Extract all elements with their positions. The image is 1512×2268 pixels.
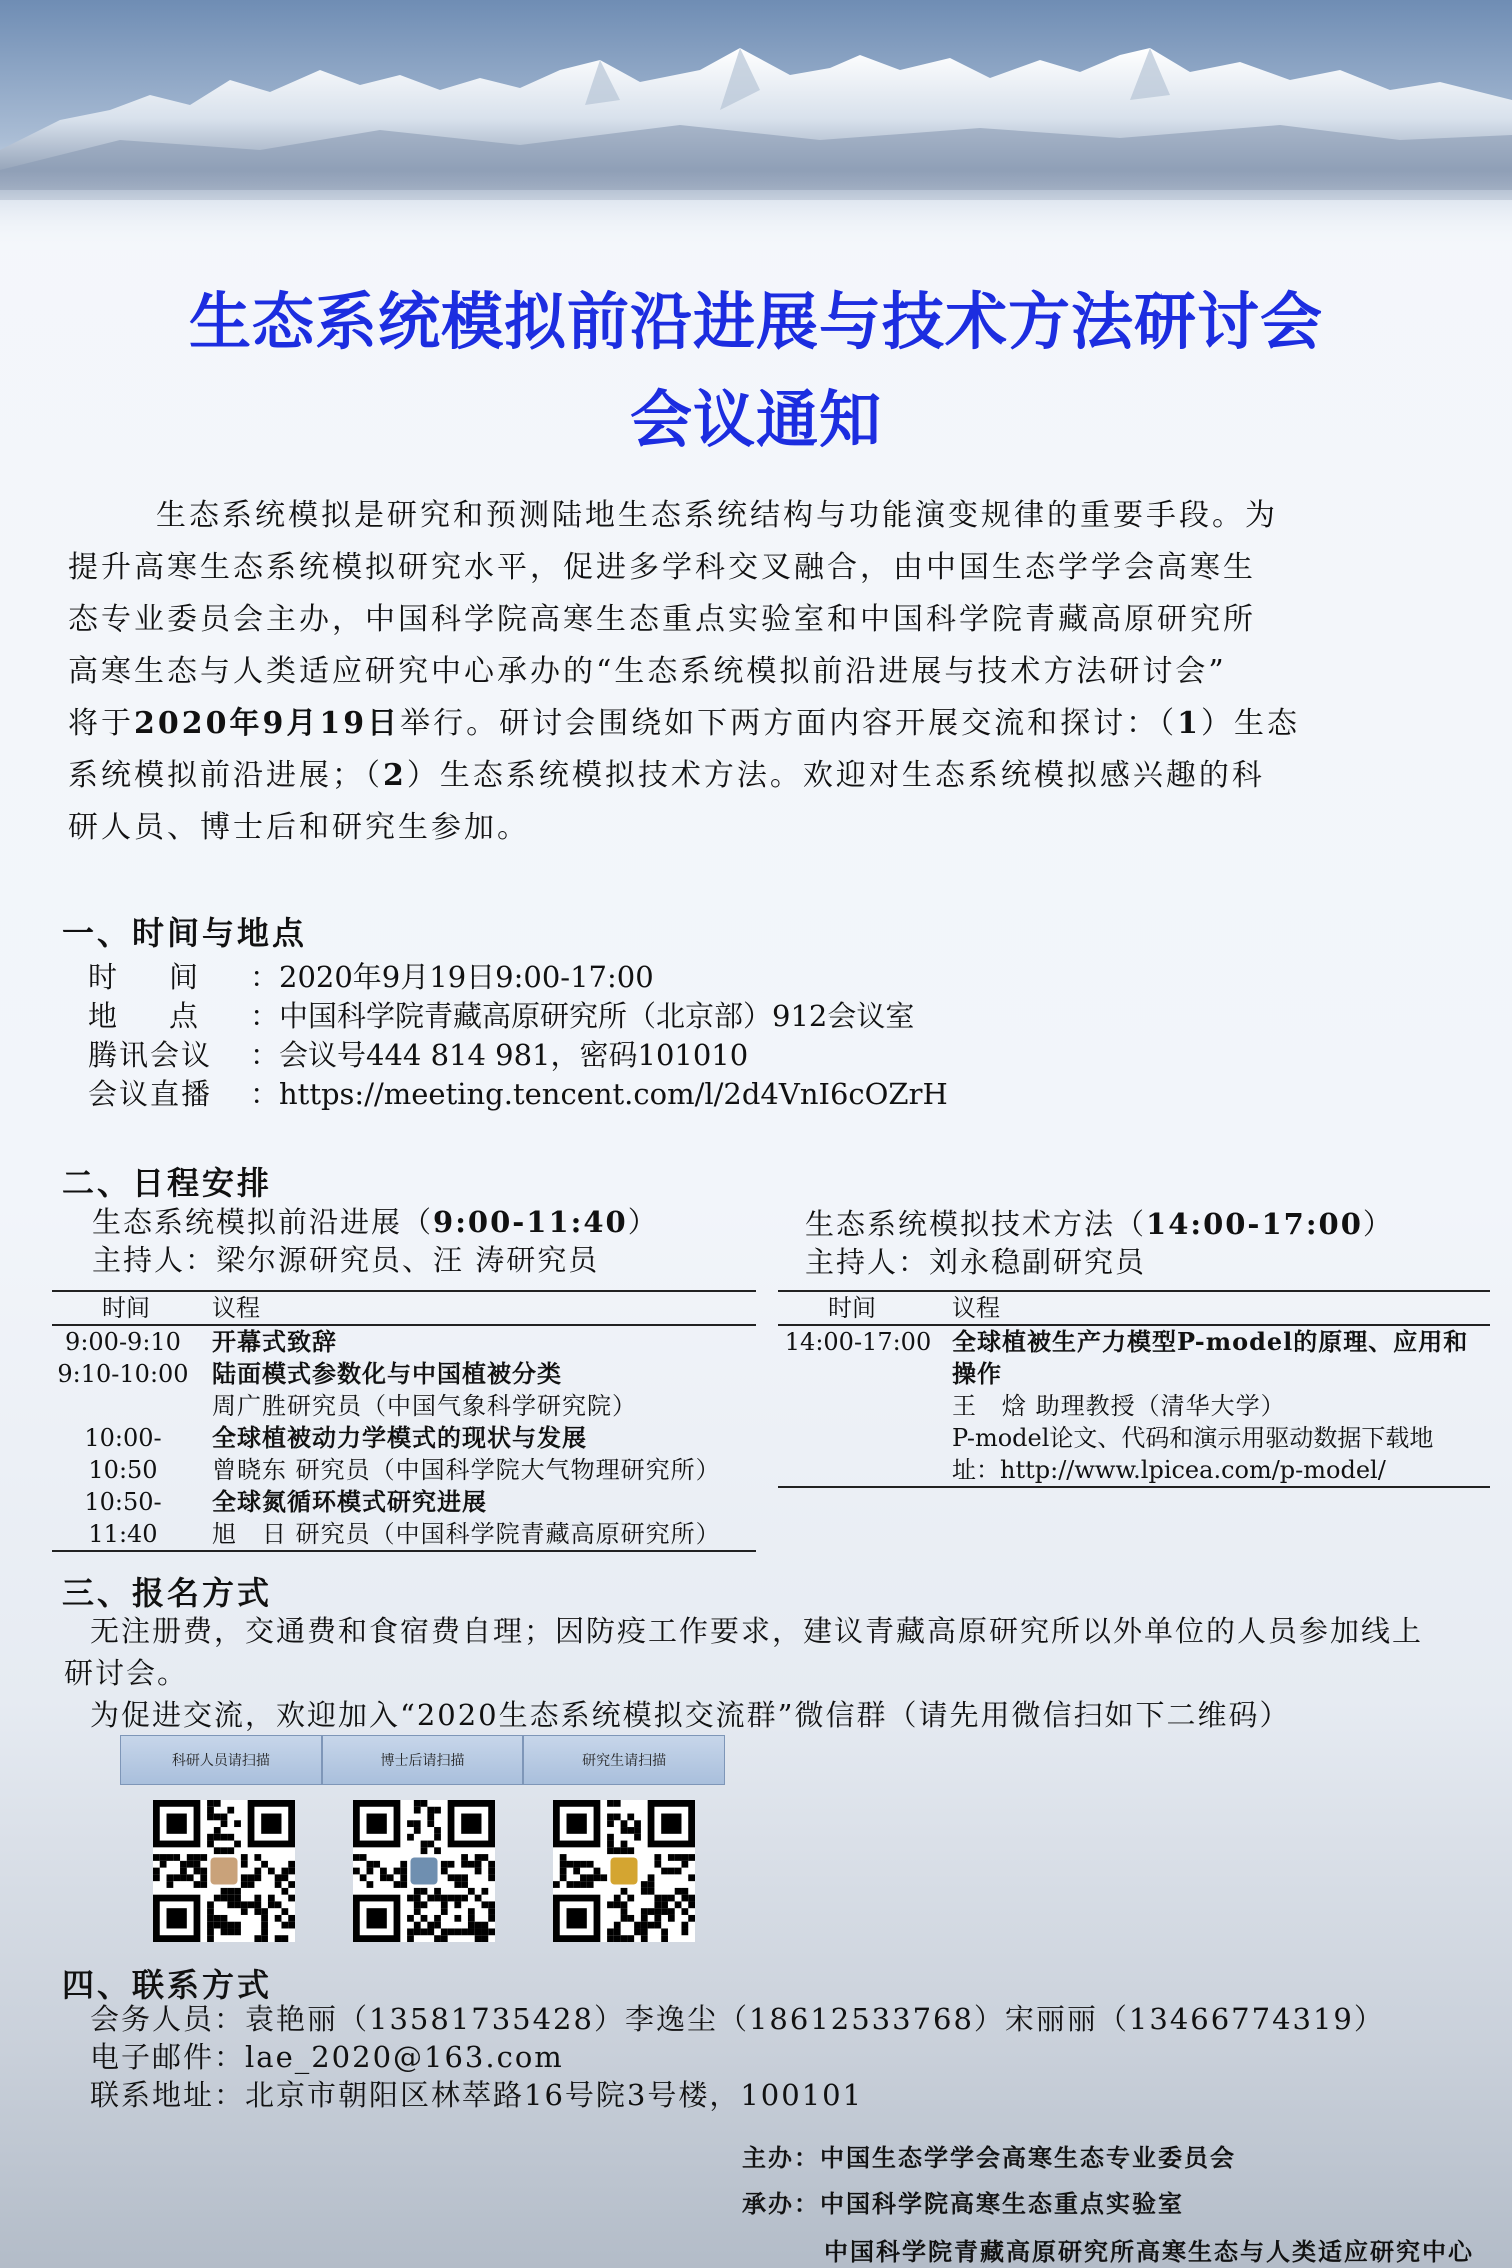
section-heading-schedule: 二、日程安排 (62, 1164, 273, 1202)
section-heading-time-place: 一、时间与地点 (62, 914, 308, 952)
document-subtitle: 会议通知 (629, 383, 882, 456)
table-row: 10:00-10:50 全球植被动力学模式的现状与发展 曾晓东 研究员（中国科学院大气物理研究所） (84, 1423, 721, 1484)
mountain-banner (0, 0, 1512, 250)
table-row: 14:00-17:00 全球植被生产力模型P-model的原理、应用和 操作 王 焓 助理教授（清华大学） P-model论文、代码和演示用驱动数据下载地 址：http://www.lpicea.com/p-model/ (778, 1326, 1490, 1488)
afternoon-schedule-table (778, 1290, 1490, 1488)
contact-address: 联系地址：北京市朝阳区林萃路16号院3号楼，100101 (90, 2078, 864, 2112)
morning-host: 主持人：梁尔源研究员、汪 涛研究员 (92, 1243, 600, 1277)
morning-session-header: 生态系统模拟前沿进展（9:00-11:40） 主持人：梁尔源研究员、汪 涛研究员 (92, 1205, 659, 1277)
host-organization: 主办：中国生态学学会高寒生态专业委员会 (742, 2143, 1236, 2172)
tencent-row: 腾讯会议 ：会议号444 814 981，密码101010 (88, 1038, 749, 1072)
intro-line: 将于2020年9月19日举行。研讨会围绕如下两方面内容开展交流和探讨：（1）生态 (68, 706, 1300, 741)
afternoon-host: 主持人：刘永稳副研究员 (805, 1245, 1147, 1279)
qr-label-researchers: 科研人员请扫描 (120, 1735, 322, 1785)
table-row: 9:00-9:10 开幕式致辞 (65, 1327, 337, 1356)
live-row: 会议直播 ：https://meeting.tencent.com/l/2d4VnI6cOZrH (88, 1077, 948, 1111)
qr-label-students: 研究生请扫描 (523, 1735, 725, 1785)
intro-line: 高寒生态与人类适应研究中心承办的“生态系统模拟前沿进展与技术方法研讨会” (68, 654, 1227, 689)
contact-text (90, 2000, 1490, 2114)
afternoon-session-header: 生态系统模拟技术方法（14:00-17:00） 主持人：刘永稳副研究员 (805, 1207, 1394, 1279)
intro-line: 系统模拟前沿进展；（2）生态系统模拟技术方法。欢迎对生态系统模拟感兴趣的科 (68, 758, 1265, 793)
contact-staff: 会务人员：袁艳丽（13581735428）李逸尘（18612533768）宋丽丽（13466774319） (90, 2002, 1385, 2036)
organizer-2: 中国科学院青藏高原研究所高寒生态与人类适应研究中心 (824, 2237, 1474, 2266)
organizer-1: 承办：中国科学院高寒生态重点实验室 (742, 2189, 1184, 2218)
qr-code-postdocs[interactable] (353, 1800, 495, 1942)
table-row: 10:50-11:40 全球氮循环模式研究进展 旭 日 研究员（中国科学院青藏高原研究所） (52, 1486, 756, 1552)
intro-line: 提升高寒生态系统模拟研究水平，促进多学科交叉融合，由中国生态学学会高寒生 (68, 550, 1256, 585)
section-heading-registration: 三、报名方式 (62, 1574, 273, 1612)
intro-paragraph (68, 490, 1446, 854)
time-row: 时间：2020年9月19日9:00-17:00 (88, 960, 654, 994)
section-heading-contact: 四、联系方式 (62, 1966, 273, 2004)
morning-schedule-table (52, 1290, 756, 1552)
intro-line: 生态系统模拟是研究和预测陆地生态系统结构与功能演变规律的重要手段。为 (156, 498, 1278, 533)
document-title: 生态系统模拟前沿进展与技术方法研讨会 (188, 285, 1323, 358)
time-place-list (88, 958, 948, 1114)
qr-label-postdocs: 博士后请扫描 (322, 1735, 524, 1785)
table-row: 9:10-10:00 陆面模式参数化与中国植被分类 周广胜研究员（中国气象科学研究院） (57, 1359, 637, 1420)
qr-code-panel (120, 1735, 725, 1945)
p-model-link[interactable]: 址：http://www.lpicea.com/p-model/ (952, 1456, 1386, 1484)
live-link[interactable]: ：https://meeting.tencent.com/l/2d4VnI6cOZrH (250, 1077, 948, 1111)
place-row: 地点：中国科学院青藏高原研究所（北京部）912会议室 (88, 999, 915, 1033)
qr-code-students[interactable] (553, 1800, 695, 1942)
qr-code-researchers[interactable] (153, 1800, 295, 1942)
table-header: 时间 议程 (52, 1290, 756, 1326)
registration-text: 无注册费，交通费和食宿费自理；因防疫工作要求，建议青藏高原研究所以外单位的人员参加线上 研讨会。 为促进交流，欢迎加入“2020生态系统模拟交流群”微信群（请先用微信扫如下二维码） (64, 1614, 1424, 1732)
contact-email[interactable]: 电子邮件：lae_2020@163.com (90, 2040, 564, 2074)
intro-line: 态专业委员会主办，中国科学院高寒生态重点实验室和中国科学院青藏高原研究所 (68, 602, 1256, 637)
intro-line: 研人员、博士后和研究生参加。 (68, 810, 530, 845)
table-header: 时间 议程 (778, 1290, 1490, 1326)
